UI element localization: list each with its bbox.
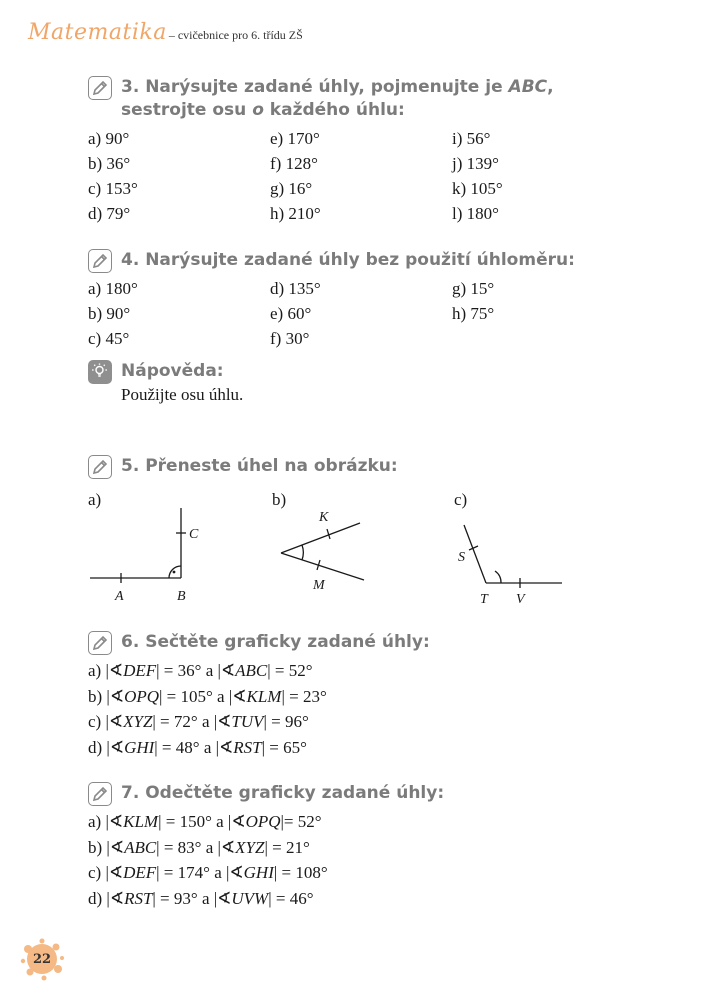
list-item: a) 180° bbox=[88, 279, 138, 298]
exercise-7 bbox=[88, 782, 648, 911]
exercise-3-items bbox=[88, 126, 648, 226]
angle-figure-c bbox=[450, 515, 570, 610]
list-item: c) |∢DEF| = 174° a |∢GHI| = 108° bbox=[88, 863, 328, 882]
exercise-5-title: 5. Přeneste úhel na obrázku: bbox=[121, 456, 398, 476]
list-item: g) 15° bbox=[452, 279, 495, 298]
list-item: d) |∢GHI| = 48° a |∢RST| = 65° bbox=[88, 737, 307, 757]
hint-title: Nápověda: bbox=[121, 361, 224, 381]
list-item: e) 170° bbox=[270, 129, 320, 148]
lightbulb-icon bbox=[88, 360, 112, 384]
point-label-a: A bbox=[115, 589, 124, 604]
list-item: d) 135° bbox=[270, 279, 321, 298]
exercise-4 bbox=[88, 249, 648, 351]
list-item: b) 90° bbox=[88, 304, 131, 323]
exercise-4-title: 4. Narýsujte zadané úhly bez použití úhloměru: bbox=[121, 250, 575, 270]
brand-title: Matematika bbox=[28, 20, 167, 45]
list-item: a) 90° bbox=[88, 129, 130, 148]
exercise-6-items bbox=[88, 658, 648, 760]
list-item: f) 30° bbox=[270, 329, 310, 348]
exercise-7-heading bbox=[88, 782, 648, 805]
angle-figure-b bbox=[272, 505, 372, 595]
page-header bbox=[28, 20, 303, 50]
point-label-k: K bbox=[319, 510, 329, 525]
exercise-7-items bbox=[88, 809, 648, 911]
figure-label-b: b) bbox=[272, 490, 287, 509]
list-item: c) 45° bbox=[88, 329, 130, 348]
hint-text: Použijte osu úhlu. bbox=[121, 385, 244, 404]
list-item: f) 128° bbox=[270, 154, 318, 173]
list-item: g) 16° bbox=[270, 179, 313, 198]
list-item: e) 60° bbox=[270, 304, 312, 323]
point-label-v: V bbox=[516, 592, 525, 607]
list-item: a) |∢KLM| = 150° a |∢OPQ|= 52° bbox=[88, 812, 322, 831]
pencil-icon bbox=[88, 782, 112, 806]
pencil-icon bbox=[88, 249, 112, 273]
pencil-icon bbox=[88, 455, 112, 479]
exercise-3 bbox=[88, 76, 648, 226]
exercise-5 bbox=[88, 455, 648, 478]
exercise-7-title: 7. Odečtěte graficky zadané úhly: bbox=[121, 783, 445, 803]
angle-figure-a bbox=[85, 500, 215, 610]
list-item: h) 210° bbox=[270, 204, 321, 223]
list-item: b) |∢OPQ| = 105° a |∢KLM| = 23° bbox=[88, 686, 327, 706]
point-label-c: C bbox=[189, 527, 199, 542]
page-number: 22 bbox=[32, 951, 52, 967]
list-item: l) 180° bbox=[452, 204, 499, 223]
exercise-3-heading: 3. Narýsujte zadané úhly, pojmenujte je ABC, sestrojte osu o každého úhlu: bbox=[88, 76, 648, 122]
point-label-m: M bbox=[313, 578, 325, 593]
figure-label-c: c) bbox=[454, 490, 468, 509]
list-item: c) |∢XYZ| = 72° a |∢TUV| = 96° bbox=[88, 712, 309, 731]
exercise-5-heading bbox=[88, 455, 648, 478]
list-item: c) 153° bbox=[88, 179, 138, 198]
hint-box bbox=[88, 360, 648, 407]
list-item: h) 75° bbox=[452, 304, 495, 323]
figure-label-a: a) bbox=[88, 490, 102, 509]
point-label-t: T bbox=[480, 592, 488, 607]
exercise-6 bbox=[88, 631, 648, 760]
point-label-b: B bbox=[177, 589, 186, 604]
list-item bbox=[452, 326, 602, 351]
hint-heading bbox=[88, 360, 648, 383]
exercise-4-items bbox=[88, 276, 648, 351]
point-label-s: S bbox=[458, 550, 465, 565]
list-item: k) 105° bbox=[452, 179, 503, 198]
exercise-3-title: 3. Narýsujte zadané úhly, pojmenujte je bbox=[121, 77, 509, 97]
pencil-icon bbox=[88, 76, 112, 100]
list-item: j) 139° bbox=[452, 154, 499, 173]
book-subtitle: – cvičebnice pro 6. třídu ZŠ bbox=[168, 28, 303, 42]
list-item: a) |∢DEF| = 36° a |∢ABC| = 52° bbox=[88, 661, 313, 680]
list-item: d) |∢RST| = 93° a |∢UVW| = 46° bbox=[88, 888, 314, 908]
exercise-4-heading bbox=[88, 249, 648, 272]
exercise-6-heading bbox=[88, 631, 648, 654]
list-item: d) 79° bbox=[88, 204, 131, 223]
list-item: i) 56° bbox=[452, 129, 491, 148]
pencil-icon bbox=[88, 631, 112, 655]
list-item: b) 36° bbox=[88, 154, 131, 173]
exercise-6-title: 6. Sečtěte graficky zadané úhly: bbox=[121, 632, 430, 652]
list-item: b) |∢ABC| = 83° a |∢XYZ| = 21° bbox=[88, 837, 310, 857]
